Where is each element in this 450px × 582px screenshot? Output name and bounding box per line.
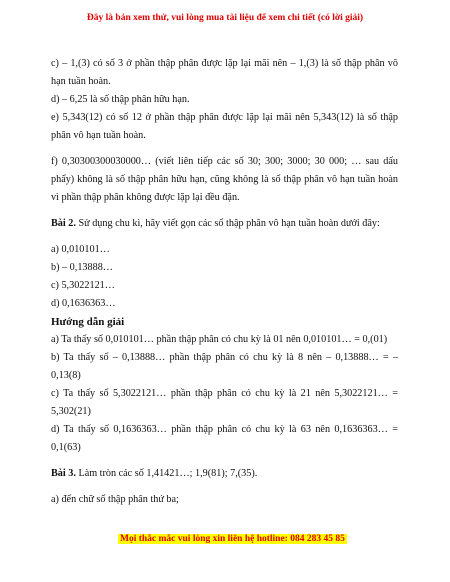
exercise-3-item-a: a) đến chữ số thập phân thứ ba; xyxy=(51,494,179,505)
solution-d: d) Ta thấy số 0,1636363… phần thập phân có chu kỳ là 63 nên 0,1636363… = 0,1(63) xyxy=(51,424,398,453)
hotline-notice: Mọi thắc mắc vui lòng xin liên hệ hotline: 084 283 45 85 xyxy=(120,534,345,544)
exercise-2-item-a: a) 0,010101… xyxy=(51,244,110,255)
exercise-2-item-d: d) 0,1636363… xyxy=(51,298,116,309)
solution-heading: Hướng dẫn giải xyxy=(51,316,125,328)
preview-notice: Đây là bản xem thử, vui lòng mua tài liệu để xem chi tiết (có lời giải) xyxy=(86,13,364,23)
answer-c: c) – 1,(3) có số 3 ở phần thập phân được lặp lại mãi nên – 1,(3) là số thập phân vô hạn tuần hoàn. xyxy=(51,58,398,87)
answer-f: f) 0,30300300030000… (viết liên tiếp các số 30; 300; 3000; 30 000; … sau dấu phẩy) không là số thập phân hữu hạn, cũng không là số thập phân vô hạn tuần hoàn vì phần thập phân không được lặp lại đều đặn. xyxy=(51,156,398,203)
exercise-3-label: Bài 3. xyxy=(51,468,76,479)
exercise-2-label: Bài 2. xyxy=(51,218,76,229)
solution-a: a) Ta thấy số 0,010101… phần thập phân có chu kỳ là 01 nên 0,010101… = 0,(01) xyxy=(51,334,388,345)
solution-c: c) Ta thấy số 5,3022121… phần thập phân có chu kỳ là 21 nên 5,3022121… = 5,302(21) xyxy=(51,388,398,417)
exercise-3-text: Làm tròn các số 1,41421…; 1,9(81); 7,(35). xyxy=(75,468,258,479)
solution-b: b) Ta thấy số – 0,13888… phần thập phân có chu kỳ là 8 nên – 0,13888… = – 0,13(8) xyxy=(51,352,398,381)
answer-e: e) 5,343(12) có số 12 ở phần thập phân được lặp lại mãi nên 5,343(12) là số thập phân vô hạn tuần hoàn. xyxy=(51,112,398,141)
exercise-3 xyxy=(51,465,398,483)
exercise-2-item-b: b) – 0,13888… xyxy=(51,262,113,273)
answer-d: d) – 6,25 là số thập phân hữu hạn. xyxy=(51,94,190,105)
exercise-2-text: Sử dụng chu kì, hãy viết gọn các số thập phân vô hạn tuần hoàn dưới đây: xyxy=(75,218,380,229)
exercise-2-item-c: c) 5,3022121… xyxy=(51,280,115,291)
document-body xyxy=(51,55,398,509)
exercise-2 xyxy=(51,215,398,233)
